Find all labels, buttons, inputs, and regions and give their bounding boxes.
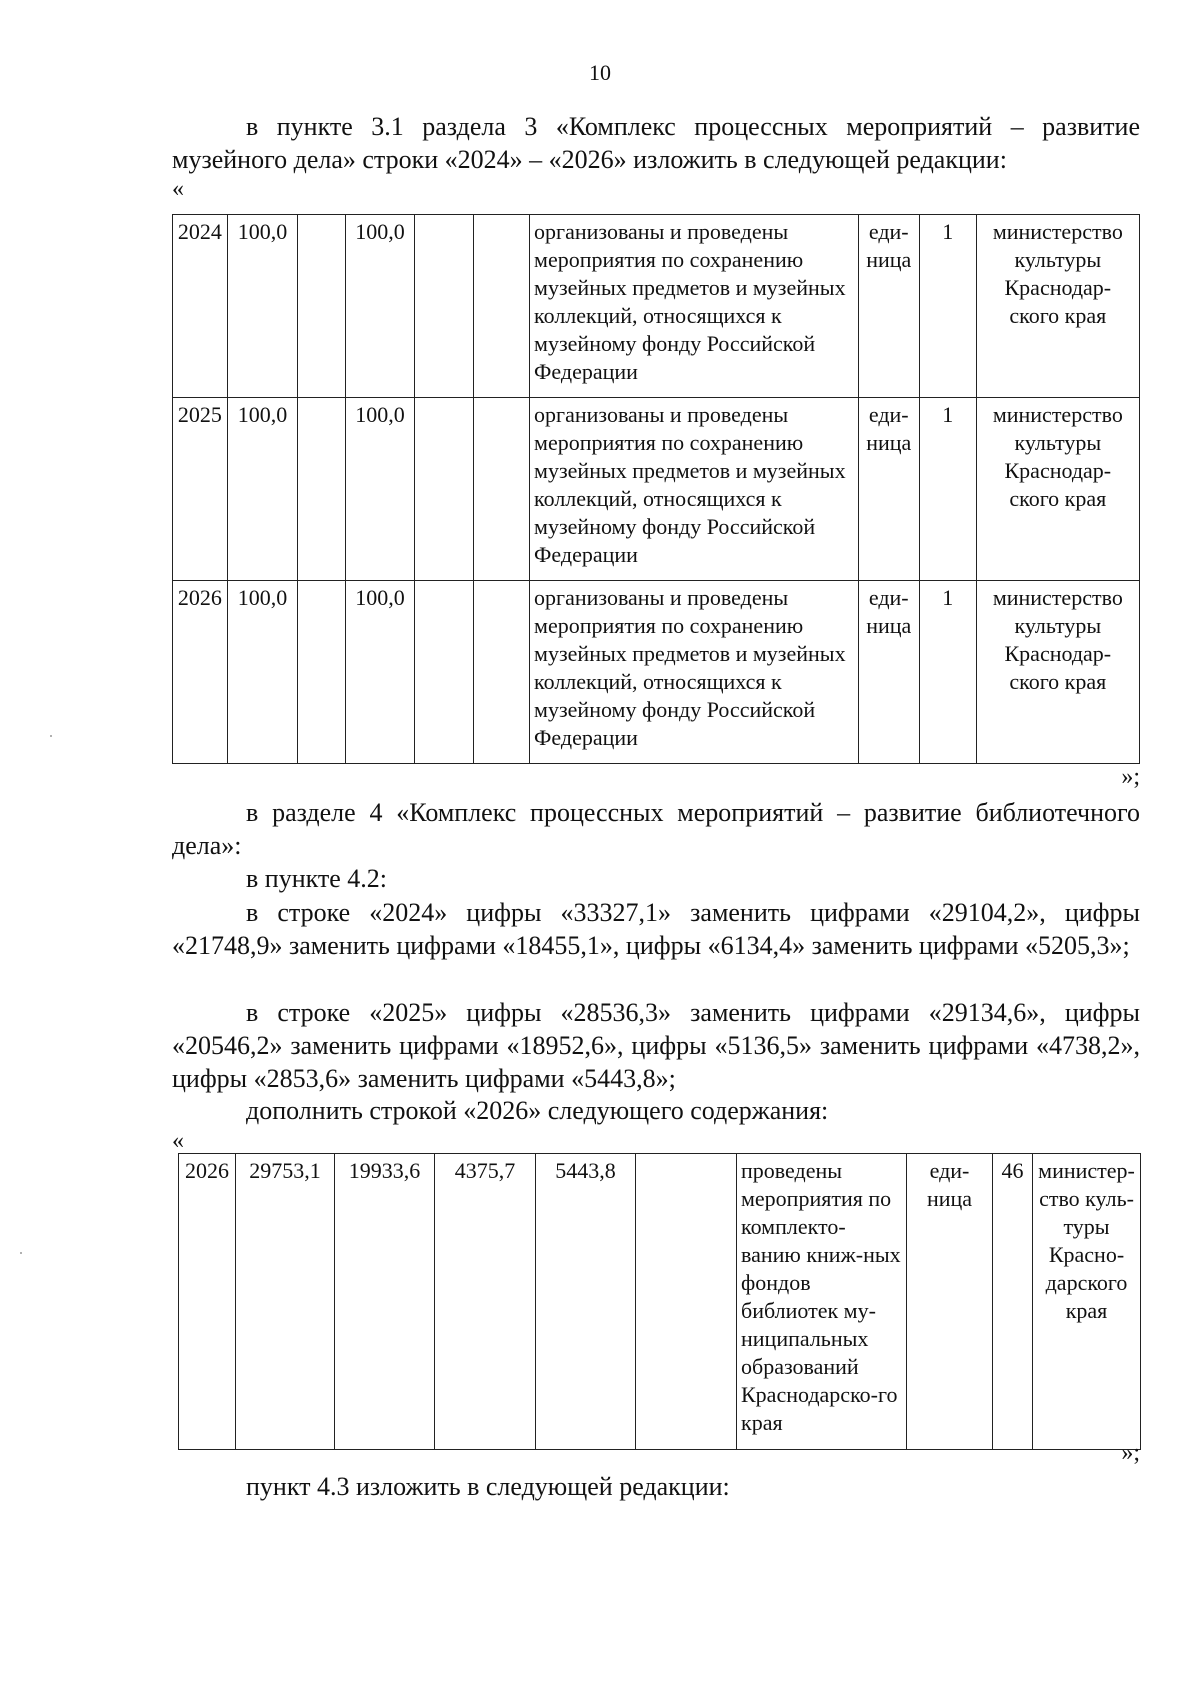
value-cell: 100,0: [227, 581, 298, 764]
indicator-value-cell: 46: [993, 1154, 1033, 1450]
table-library-row: [178, 1153, 1141, 1450]
value-cell: [415, 581, 474, 764]
year-cell: 2026: [179, 1154, 236, 1450]
table-museum-rows: [172, 214, 1140, 764]
value-cell: [474, 581, 530, 764]
value-cell: [298, 581, 345, 764]
indicator-value-cell: 1: [919, 581, 976, 764]
value-cell: [298, 398, 345, 581]
point-4-2: в пункте 4.2:: [246, 864, 388, 893]
value-cell: 5443,8: [536, 1154, 636, 1450]
responsible-cell: министерство культуры Краснодар-ского края: [976, 581, 1139, 764]
value-cell: 4375,7: [435, 1154, 536, 1450]
year-cell: 2026: [173, 581, 228, 764]
description-cell: организованы и проведены мероприятия по сохранению музейных предметов и музейных коллекций, относящихся к музейному фонду Российской Федерации: [530, 215, 859, 398]
responsible-cell: министерство культуры Краснодар-ского края: [976, 215, 1139, 398]
value-cell: 100,0: [227, 398, 298, 581]
value-cell: 100,0: [227, 215, 298, 398]
page-number: 10: [589, 60, 611, 85]
responsible-cell: министер-ство куль-туры Красно-дарского края: [1033, 1154, 1141, 1450]
table-row: [173, 398, 1140, 581]
description-cell: организованы и проведены мероприятия по сохранению музейных предметов и музейных коллекций, относящихся к музейному фонду Российской Федерации: [530, 398, 859, 581]
unit-cell: еди-ница: [858, 215, 919, 398]
indicator-value-cell: 1: [919, 398, 976, 581]
add-row-intro: дополнить строкой «2026» следующего содержания:: [246, 1096, 829, 1125]
row-2024-change: в строке «2024» цифры «33327,1» заменить цифрами «29104,2», цифры «21748,9» заменить цифрами «18455,1», цифры «6134,4» заменить цифрами «5205,3»;: [172, 898, 1140, 960]
section4-intro: в разделе 4 «Комплекс процессных мероприятий – развитие библиотечного дела»:: [172, 798, 1140, 860]
value-cell: 19933,6: [335, 1154, 435, 1450]
unit-cell: еди-ница: [858, 398, 919, 581]
value-cell: 100,0: [345, 581, 415, 764]
description-cell: организованы и проведены мероприятия по сохранению музейных предметов и музейных коллекций, относящихся к музейному фонду Российской Федерации: [530, 581, 859, 764]
table-row: [173, 215, 1140, 398]
scan-speck: [50, 735, 52, 737]
year-cell: 2024: [173, 215, 228, 398]
table1-quote-open: «: [172, 176, 184, 202]
value-cell: [474, 215, 530, 398]
indicator-value-cell: 1: [919, 215, 976, 398]
value-cell: 100,0: [345, 398, 415, 581]
table2-quote-open: «: [172, 1128, 184, 1154]
scan-speck: [20, 1252, 22, 1254]
unit-cell: еди-ница: [858, 581, 919, 764]
table2-quote-close: »;: [1121, 1440, 1140, 1466]
value-cell: [636, 1154, 737, 1450]
description-cell: проведены мероприятия по комплекто-ванию книж-ных фондов библиотек му-ниципальных образований Краснодарско-го края: [737, 1154, 907, 1450]
table1-quote-close: »;: [1121, 764, 1140, 790]
table-row: [173, 581, 1140, 764]
value-cell: [298, 215, 345, 398]
table-row: [179, 1154, 1141, 1450]
responsible-cell: министерство культуры Краснодар-ского края: [976, 398, 1139, 581]
value-cell: [474, 398, 530, 581]
value-cell: 100,0: [345, 215, 415, 398]
year-cell: 2025: [173, 398, 228, 581]
value-cell: [415, 398, 474, 581]
point-4-3-intro: пункт 4.3 изложить в следующей редакции:: [246, 1472, 730, 1501]
intro-paragraph: в пункте 3.1 раздела 3 «Комплекс процессных мероприятий – развитие музейного дела» строки «2024» – «2026» изложить в следующей редакции:: [172, 112, 1140, 174]
total-cell: 29753,1: [236, 1154, 335, 1450]
row-2025-change: в строке «2025» цифры «28536,3» заменить цифрами «29134,6», цифры «20546,2» заменить цифрами «18952,6», цифры «5136,5» заменить цифрами «4738,2», цифры «2853,6» заменить цифрами «5443,8»;: [172, 998, 1140, 1093]
value-cell: [415, 215, 474, 398]
unit-cell: еди-ница: [907, 1154, 993, 1450]
